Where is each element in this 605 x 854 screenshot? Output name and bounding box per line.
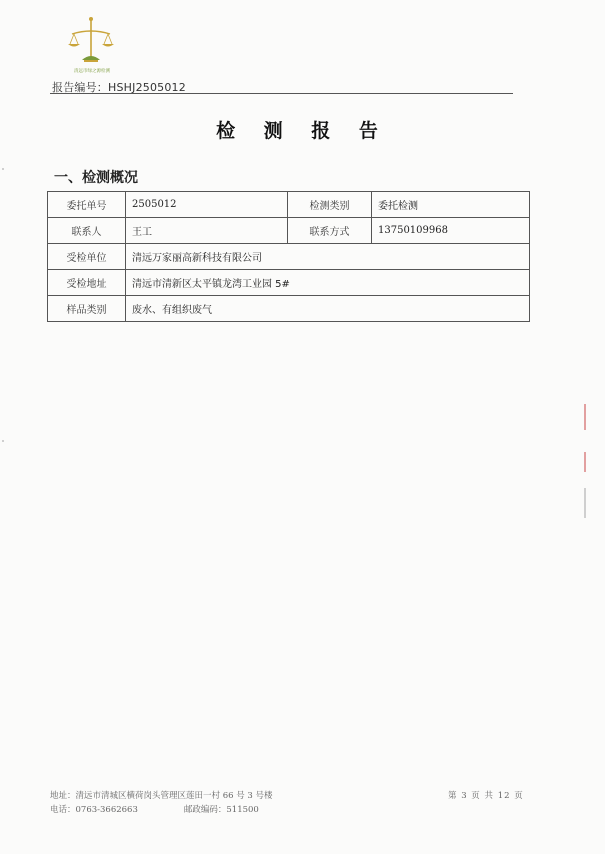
header-divider: [50, 93, 513, 94]
report-number-label: 报告编号：: [52, 81, 108, 94]
scan-mark: [2, 168, 4, 170]
company-logo: [64, 14, 118, 78]
table-row: [48, 192, 530, 218]
logo-caption: 清远市绿之源检测: [74, 69, 110, 74]
footer-address: 地址：清远市清城区横荷岗头管理区莲田一村 66 号 3 号楼: [50, 791, 273, 801]
footer-postcode: 邮政编码：511500: [183, 805, 259, 815]
report-number-value: HSHJ2505012: [108, 81, 186, 94]
table-row: [48, 296, 530, 322]
test-category-value: 委托检测: [372, 192, 530, 218]
page-number: 第 3 页 共 12 页: [448, 791, 524, 801]
scan-mark: [584, 488, 586, 518]
inspected-address-value: 清远市清新区太平镇龙湾工业园 5#: [126, 270, 530, 296]
table-row: [48, 270, 530, 296]
inspected-unit-label: 受检单位: [48, 244, 126, 270]
scan-mark: [584, 404, 586, 430]
commission-no-label: 委托单号: [48, 192, 126, 218]
section-heading: 一、检测概况: [54, 170, 138, 186]
contact-label: 联系人: [48, 218, 126, 244]
footer-contact: [50, 789, 273, 817]
table-row: [48, 244, 530, 270]
scan-mark: [584, 452, 586, 472]
sample-type-value: 废水、有组织废气: [126, 296, 530, 322]
scan-mark: [2, 440, 4, 442]
footer-phone: 电话：0763-3662663: [50, 805, 138, 815]
document-title: 检 测 报 告: [216, 120, 389, 142]
commission-no-value: 2505012: [126, 192, 288, 218]
overview-table: [47, 191, 530, 322]
inspected-address-label: 受检地址: [48, 270, 126, 296]
sample-type-label: 样品类别: [48, 296, 126, 322]
contact-method-value: 13750109968: [372, 218, 530, 244]
test-category-label: 检测类别: [288, 192, 372, 218]
contact-value: 王工: [126, 218, 288, 244]
table-row: [48, 218, 530, 244]
contact-method-label: 联系方式: [288, 218, 372, 244]
inspected-unit-value: 清远万家丽高新科技有限公司: [126, 244, 530, 270]
